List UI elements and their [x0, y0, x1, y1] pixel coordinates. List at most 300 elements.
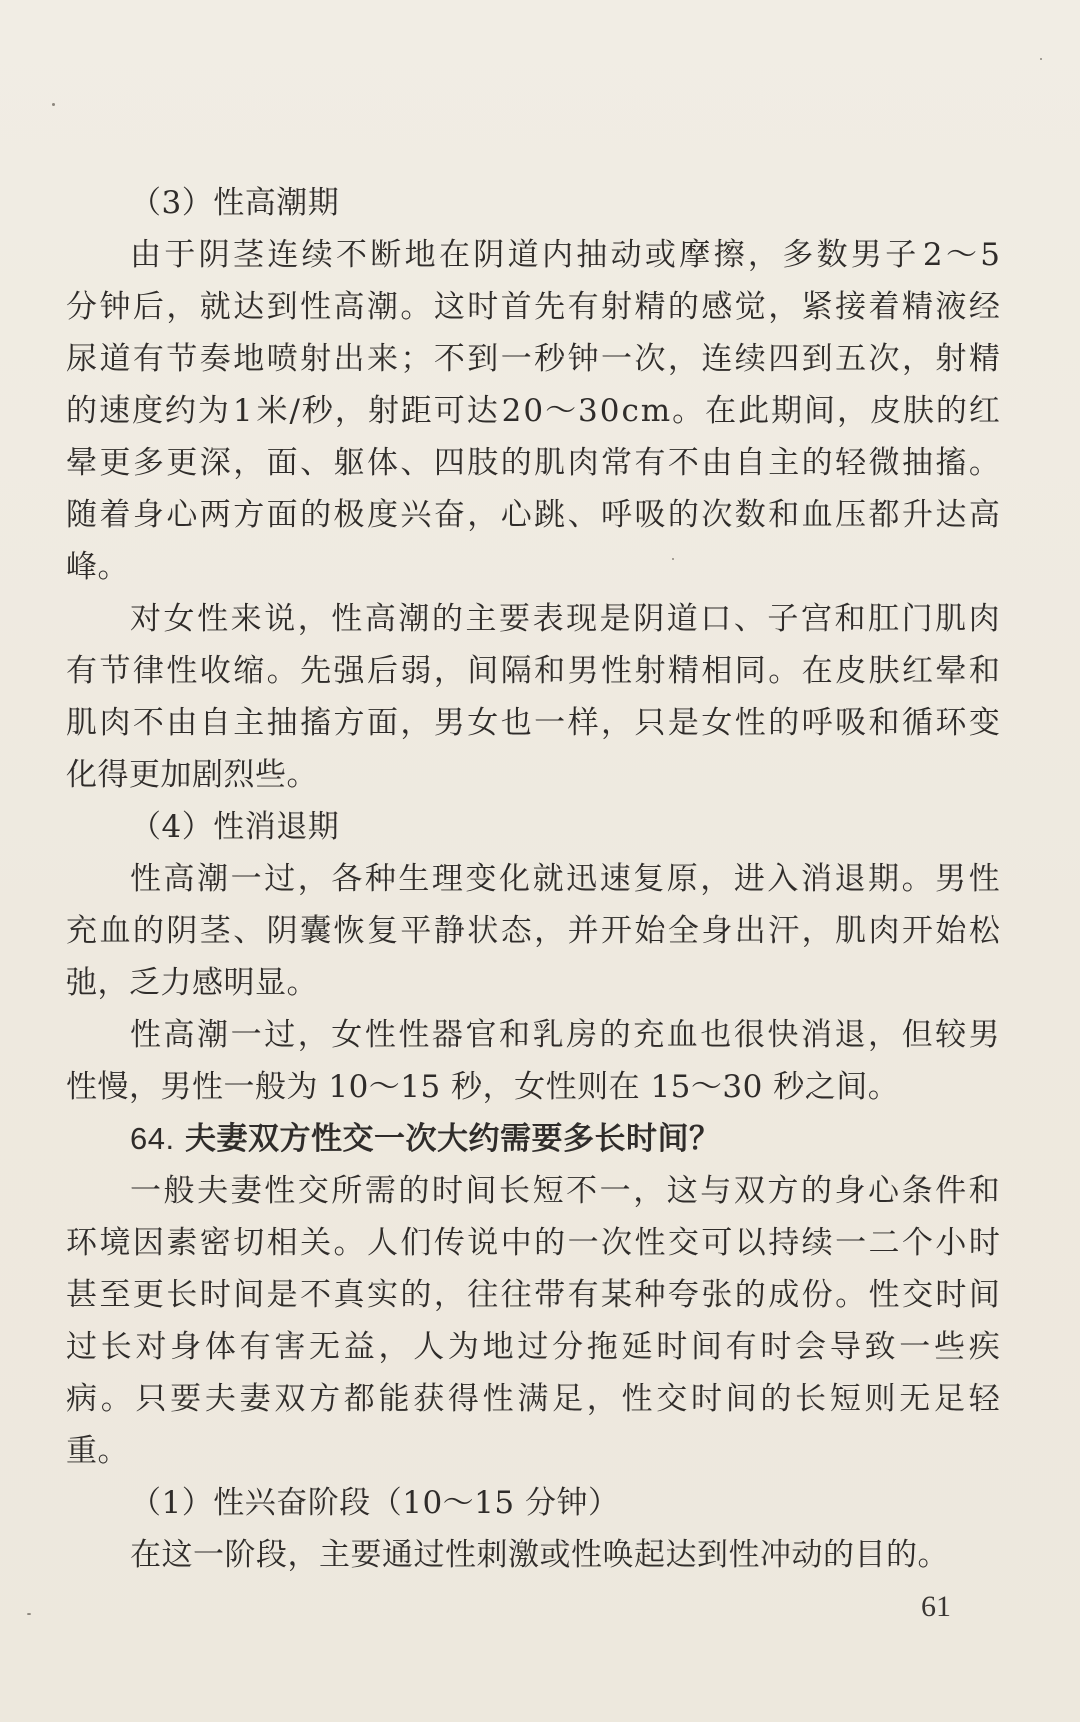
glyph: 小 [935, 1225, 967, 1261]
glyph: 和 [768, 497, 800, 533]
glyph: 可 [701, 1225, 733, 1261]
glyph: 间 [465, 1173, 497, 1209]
glyph: 心 [166, 497, 198, 533]
glyph: 、 [233, 913, 265, 949]
glyph: 男 [968, 1017, 1000, 1053]
glyph: 着 [99, 497, 131, 533]
glyph: 有 [132, 341, 164, 377]
glyph: ， [768, 289, 800, 325]
glyph: 迅 [566, 861, 598, 897]
glyph: 性 [264, 1173, 296, 1209]
glyph: 带 [534, 1277, 566, 1313]
glyph: 表 [532, 601, 564, 637]
scan-speck [672, 558, 674, 560]
glyph: 射 [935, 341, 967, 377]
glyph: 交 [667, 1225, 699, 1261]
paragraph [66, 1529, 1000, 1581]
section-heading-4: （4）性消退期 [130, 809, 340, 845]
glyph: 的 [800, 1173, 832, 1209]
glyph: 至 [99, 1277, 131, 1313]
glyph: 收 [199, 653, 231, 689]
glyph: 精 [634, 289, 666, 325]
glyph: 2 [501, 393, 522, 429]
glyph: ， [166, 289, 198, 325]
glyph: 压 [835, 497, 867, 533]
glyph: 深 [199, 445, 231, 481]
glyph: 、 [567, 497, 599, 533]
text-line [66, 593, 1000, 645]
glyph: 的 [768, 705, 800, 741]
glyph: 次 [634, 341, 666, 377]
glyph: 分 [66, 289, 97, 325]
glyph: 性 [398, 1017, 430, 1053]
text-line [66, 1009, 1000, 1061]
glyph: 方 [333, 705, 365, 741]
glyph: 疾 [968, 1329, 1000, 1365]
glyph: 肌 [835, 913, 867, 949]
glyph: 密 [199, 1225, 231, 1261]
glyph: 都 [343, 1381, 375, 1417]
glyph: 着 [868, 289, 900, 325]
glyph: 性 [634, 1225, 666, 1261]
glyph: 血 [666, 1017, 698, 1053]
glyph: 连 [701, 341, 733, 377]
section-heading-3: （3）性高潮期 [130, 185, 340, 221]
question-title: 夫妻双方性交一次大约需要多长时间？ [184, 1121, 721, 1157]
text-line [66, 1217, 1000, 1269]
glyph: 为 [447, 1329, 479, 1365]
glyph: 间 [233, 1277, 265, 1313]
glyph: 常 [601, 445, 632, 481]
glyph: 5 [980, 237, 1000, 273]
glyph: 续 [301, 237, 333, 273]
glyph: 夫 [204, 1381, 236, 1417]
glyph: 能 [378, 1381, 410, 1417]
glyph: 身 [170, 1329, 202, 1365]
glyph: 口 [700, 601, 732, 637]
glyph: 境 [99, 1225, 131, 1261]
glyph: 女 [163, 601, 195, 637]
glyph: 要 [170, 1381, 202, 1417]
glyph: 节 [166, 341, 198, 377]
glyph: 种 [364, 861, 396, 897]
glyph: 主 [233, 705, 265, 741]
glyph: 间 [725, 1381, 757, 1417]
glyph: 间 [968, 1277, 1000, 1313]
glyph: 速 [599, 861, 631, 897]
glyph: 躯 [333, 445, 365, 481]
glyph: 静 [433, 913, 465, 949]
glyph: 肉 [99, 705, 131, 741]
glyph: 来 [366, 341, 398, 377]
glyph: 秒 [534, 341, 566, 377]
glyph: 也 [700, 1017, 732, 1053]
glyph: ， [433, 1277, 465, 1313]
glyph: ～ [945, 237, 977, 273]
glyph: 只 [634, 705, 666, 741]
glyph: 面 [266, 497, 298, 533]
glyph: 各 [331, 861, 363, 897]
glyph: 人 [366, 1225, 398, 1261]
glyph: 吸 [634, 497, 666, 533]
text-line [66, 229, 1000, 281]
glyph: 强 [333, 653, 365, 689]
glyph: 五 [835, 341, 867, 377]
glyph: 于 [164, 237, 196, 273]
glyph: 喷 [266, 341, 298, 377]
glyph: 律 [132, 653, 164, 689]
glyph: 秒 [301, 393, 333, 429]
glyph: 消 [800, 861, 832, 897]
paragraph [66, 1009, 1000, 1113]
glyph: ， [801, 913, 833, 949]
text-line [66, 905, 1000, 957]
glyph: 。 [768, 653, 800, 689]
glyph: 次 [601, 1225, 632, 1261]
glyph: 兴 [400, 497, 432, 533]
glyph: 一 [599, 1173, 631, 1209]
glyph: 地 [233, 341, 265, 377]
glyph: 充 [66, 913, 97, 949]
text-line: 化得更加剧烈些。 [66, 757, 318, 793]
glyph: 觉 [734, 289, 766, 325]
glyph: 拖 [586, 1329, 618, 1365]
glyph: 变 [465, 861, 497, 897]
text-line [66, 437, 1000, 489]
text-line: 峰。 [66, 549, 129, 585]
glyph: 经 [968, 289, 1000, 325]
glyph: 素 [166, 1225, 198, 1261]
glyph: 些 [933, 1329, 965, 1365]
glyph: 性 [166, 653, 198, 689]
glyph: c [621, 393, 639, 429]
glyph: 主 [465, 601, 497, 637]
glyph: 的 [599, 1017, 631, 1053]
glyph: 开 [901, 913, 933, 949]
glyph: 长 [499, 1173, 531, 1209]
glyph: 度 [366, 497, 398, 533]
paragraph [66, 853, 1000, 1009]
glyph: 囊 [300, 913, 332, 949]
glyph: 的 [734, 1277, 766, 1313]
glyph: 复 [633, 861, 665, 897]
glyph: 原 [666, 861, 698, 897]
glyph: 多 [132, 445, 164, 481]
glyph: 充 [633, 1017, 665, 1053]
glyph: ， [747, 237, 779, 273]
glyph: 状 [467, 913, 499, 949]
glyph: 。 [968, 445, 1000, 481]
glyph: 血 [801, 497, 833, 533]
glyph: 有 [66, 653, 97, 689]
glyph: 高 [968, 497, 1000, 533]
glyph: 男 [433, 705, 465, 741]
glyph: 擦 [713, 237, 745, 273]
glyph: 精 [968, 341, 1000, 377]
text-line: 在这一阶段，主要通过性刺激或性唤起达到性冲动的目的。 [130, 1537, 949, 1573]
glyph: 后 [366, 653, 398, 689]
glyph: 和 [534, 653, 566, 689]
glyph: 达 [466, 393, 498, 429]
glyph: 和 [968, 1173, 1000, 1209]
glyph: 和 [834, 601, 866, 637]
glyph: 0 [523, 393, 544, 429]
glyph: 茎 [199, 913, 231, 949]
glyph: 更 [99, 445, 131, 481]
glyph: 接 [835, 289, 867, 325]
glyph: 的 [132, 913, 164, 949]
glyph: 性 [482, 1381, 514, 1417]
glyph: 抽 [901, 445, 933, 481]
glyph: 性 [734, 705, 766, 741]
glyph: 般 [163, 1173, 195, 1209]
glyph: 环 [935, 705, 967, 741]
glyph: 1 [232, 393, 253, 429]
glyph: 期 [868, 861, 900, 897]
glyph: 时 [467, 289, 499, 325]
glyph: 茎 [232, 237, 264, 273]
glyph: ， [868, 1017, 900, 1053]
glyph: 一 [899, 1329, 931, 1365]
glyph: 无 [309, 1329, 341, 1365]
glyph: 间 [690, 1329, 722, 1365]
text-line [66, 853, 1000, 905]
glyph: 松 [968, 913, 1000, 949]
glyph: 2 [922, 237, 943, 273]
glyph: 所 [331, 1173, 363, 1209]
glyph: 满 [517, 1381, 549, 1417]
glyph: 真 [333, 1277, 365, 1313]
glyph: 入 [767, 861, 799, 897]
glyph: 时 [935, 1277, 967, 1313]
glyph: 或 [644, 237, 676, 273]
glyph: 红 [901, 653, 933, 689]
paragraph [66, 229, 1000, 593]
glyph: 更 [166, 445, 198, 481]
glyph: 过 [264, 861, 296, 897]
glyph: 短 [532, 1173, 564, 1209]
glyph: 这 [666, 1173, 698, 1209]
glyph: 一 [130, 1173, 161, 1209]
glyph: 份 [801, 1277, 833, 1313]
scan-speck [27, 1613, 31, 1615]
glyph: 约 [164, 393, 196, 429]
glyph: 相 [701, 653, 733, 689]
scan-speck [1040, 58, 1042, 60]
glyph: 地 [482, 1329, 514, 1365]
glyph: 后 [132, 289, 164, 325]
text-line [66, 281, 1000, 333]
glyph: ； [400, 341, 432, 377]
glyph: 的 [760, 1381, 792, 1417]
glyph: 实 [366, 1277, 398, 1313]
glyph: ， [534, 913, 566, 949]
glyph: 条 [901, 1173, 933, 1209]
glyph: 退 [834, 861, 866, 897]
glyph: 身 [701, 913, 733, 949]
text-line [66, 1269, 1000, 1321]
glyph: 感 [701, 289, 733, 325]
glyph: 中 [500, 1225, 532, 1261]
glyph: 的 [431, 601, 463, 637]
glyph: 性 [868, 1277, 900, 1313]
glyph: 钟 [99, 289, 131, 325]
page-body [66, 177, 1000, 1581]
glyph: 双 [733, 1173, 765, 1209]
glyph: 时 [760, 1329, 792, 1365]
text-line [66, 697, 1000, 749]
glyph: 肌 [534, 445, 566, 481]
glyph: 很 [733, 1017, 765, 1053]
glyph: 首 [500, 289, 532, 325]
glyph: 的 [801, 445, 833, 481]
glyph: 阴 [473, 237, 505, 273]
glyph: ， [297, 601, 329, 637]
glyph: 肤 [902, 393, 934, 429]
paragraph [66, 1165, 1000, 1477]
glyph: 在 [438, 237, 470, 273]
glyph: 心 [500, 497, 532, 533]
glyph: 往 [467, 1277, 499, 1313]
glyph: 断 [370, 237, 402, 273]
glyph: 在 [705, 393, 737, 429]
glyph: 这 [433, 289, 465, 325]
glyph: 的 [400, 1277, 432, 1313]
glyph: 不 [566, 1173, 598, 1209]
paragraph [66, 593, 1000, 801]
glyph: 紧 [801, 289, 833, 325]
glyph: 。 [835, 1277, 867, 1313]
glyph: 微 [868, 445, 900, 481]
glyph: 液 [935, 289, 967, 325]
glyph: 要 [499, 601, 531, 637]
glyph: 先 [534, 289, 566, 325]
glyph: 有 [567, 1277, 599, 1313]
glyph: 阴 [198, 237, 230, 273]
glyph: 就 [199, 289, 231, 325]
glyph: 得 [447, 1381, 479, 1417]
scan-speck [52, 103, 55, 106]
glyph: 阴 [633, 601, 665, 637]
glyph: 。 [901, 861, 933, 897]
glyph: 距 [400, 393, 432, 429]
glyph: 射 [367, 393, 399, 429]
glyph: 交 [297, 1173, 329, 1209]
glyph: 时 [968, 1225, 1000, 1261]
glyph: 个 [901, 1225, 933, 1261]
glyph: 始 [935, 913, 967, 949]
glyph: 。 [400, 289, 432, 325]
glyph: 短 [829, 1381, 861, 1417]
glyph: 由 [130, 237, 161, 273]
glyph: 续 [734, 341, 766, 377]
glyph: 摩 [679, 237, 711, 273]
glyph: 四 [433, 445, 465, 481]
glyph: 的 [500, 445, 532, 481]
glyph: 致 [864, 1329, 896, 1365]
glyph: 先 [300, 653, 332, 689]
glyph: 。 [333, 1225, 365, 1261]
glyph: 子 [767, 601, 799, 637]
glyph: 高 [364, 601, 396, 637]
glyph: 。 [266, 653, 298, 689]
glyph: 次 [701, 497, 733, 533]
glyph: 性 [130, 861, 161, 897]
glyph: 变 [968, 705, 1000, 741]
glyph: ， [601, 705, 632, 741]
glyph: 道 [99, 341, 131, 377]
glyph: 理 [431, 861, 463, 897]
glyph: 由 [166, 705, 198, 741]
glyph: 导 [829, 1329, 861, 1365]
glyph: 心 [868, 1173, 900, 1209]
glyph: 肉 [868, 913, 900, 949]
glyph: 有 [567, 289, 599, 325]
glyph: 同 [734, 653, 766, 689]
glyph: 化 [499, 861, 531, 897]
glyph: 达 [233, 289, 265, 325]
glyph: 肢 [467, 445, 499, 481]
glyph: 皮 [869, 393, 901, 429]
glyph: 随 [66, 497, 97, 533]
glyph: 吸 [835, 705, 867, 741]
text-line: 重。 [66, 1433, 129, 1469]
glyph: 血 [99, 913, 131, 949]
glyph: 搐 [935, 445, 967, 481]
glyph: 数 [734, 497, 766, 533]
glyph: 不 [335, 237, 367, 273]
glyph: 就 [532, 861, 564, 897]
glyph: 性 [300, 289, 332, 325]
glyph: 张 [701, 1277, 733, 1313]
glyph: 时 [690, 1381, 722, 1417]
glyph: 始 [634, 913, 666, 949]
glyph: 乳 [532, 1017, 564, 1053]
glyph: 肌 [66, 705, 97, 741]
glyph: 环 [66, 1225, 97, 1261]
glyph: 分 [552, 1329, 584, 1365]
glyph: 由 [701, 445, 733, 481]
glyph: 官 [465, 1017, 497, 1053]
glyph: 不 [667, 445, 699, 481]
glyph: 人 [413, 1329, 445, 1365]
glyph: 女 [701, 705, 733, 741]
glyph: 女 [331, 1017, 363, 1053]
glyph: 度 [131, 393, 163, 429]
glyph: 过 [517, 1329, 549, 1365]
glyph: 时 [656, 1329, 688, 1365]
glyph: 面 [266, 445, 298, 481]
glyph: 也 [500, 705, 532, 741]
text-line [66, 489, 1000, 541]
glyph: 间 [467, 653, 499, 689]
glyph: 高 [163, 1017, 195, 1053]
glyph: 是 [599, 601, 631, 637]
page-number: 61 [921, 1590, 951, 1623]
glyph: 对 [130, 601, 161, 637]
glyph: 现 [566, 601, 598, 637]
glyph: 自 [199, 705, 231, 741]
glyph: 肉 [567, 445, 599, 481]
glyph: 退 [834, 1017, 866, 1053]
glyph: 汗 [768, 913, 800, 949]
glyph: 双 [274, 1381, 306, 1417]
glyph: 道 [507, 237, 539, 273]
glyph: 肛 [868, 601, 900, 637]
glyph: 需 [364, 1173, 396, 1209]
glyph: 门 [901, 601, 933, 637]
glyph: 为 [197, 393, 229, 429]
